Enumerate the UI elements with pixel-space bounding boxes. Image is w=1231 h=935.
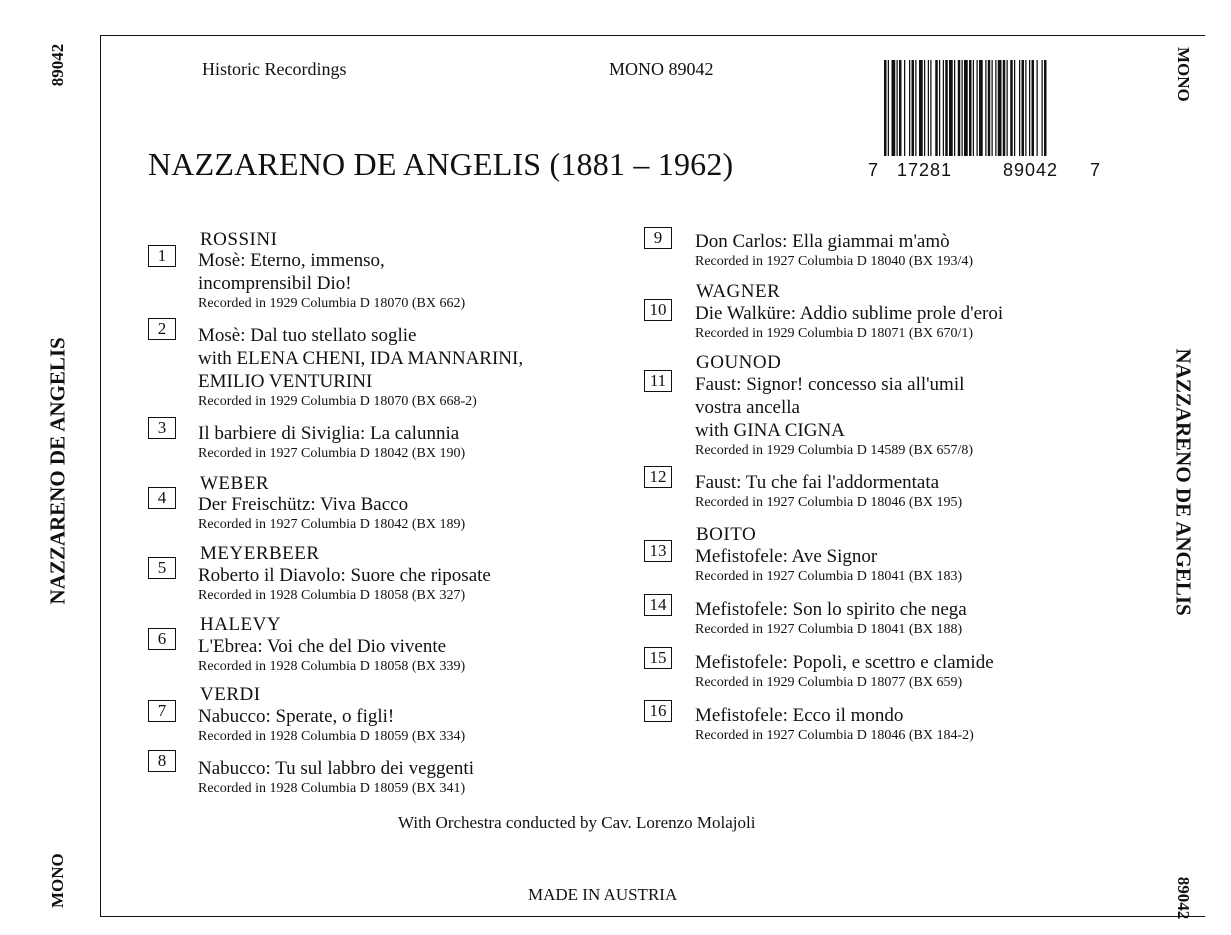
barcode-bar: [962, 60, 963, 156]
barcode-bar: [915, 60, 916, 156]
track-title-line: Mefistofele: Son lo spirito che nega: [695, 599, 967, 620]
track-title-line: Roberto il Diavolo: Suore che riposate: [198, 565, 491, 586]
barcode-bar: [1007, 60, 1008, 156]
track-number: 3: [148, 417, 176, 439]
barcode-bar: [912, 60, 915, 156]
barcode-bar: [935, 60, 938, 156]
track-title-line: Nabucco: Sperate, o figli!: [198, 706, 395, 727]
track-number: 16: [644, 700, 672, 722]
catalog-number: MONO 89042: [609, 59, 714, 79]
track-title-line: L'Ebrea: Voi che del Dio vivente: [198, 636, 447, 657]
track-title-line: Faust: Signor! concesso sia all'umil: [695, 374, 965, 395]
recording-info: Recorded in 1928 Columbia D 18059 (BX 334): [198, 729, 466, 744]
track-number: 6: [148, 628, 176, 650]
label-name: Historic Recordings: [202, 59, 347, 79]
barcode-bar: [884, 60, 887, 156]
barcode-bar: [958, 60, 961, 156]
recording-info: Recorded in 1928 Columbia D 18058 (BX 339): [198, 659, 466, 674]
spine-right-mono: MONO: [1174, 47, 1193, 102]
recording-info: Recorded in 1929 Columbia D 18077 (BX 659): [695, 675, 963, 690]
track-info: [198, 705, 465, 745]
recording-info: Recorded in 1927 Columbia D 18040 (BX 193/4): [695, 254, 974, 269]
made-in: MADE IN AUSTRIA: [528, 885, 678, 904]
barcode-bar: [973, 60, 974, 156]
track-title-line: Nabucco: Tu sul labbro dei veggenti: [198, 758, 474, 779]
recording-info: Recorded in 1927 Columbia D 18042 (BX 189): [198, 517, 466, 532]
recording-info: Recorded in 1928 Columbia D 18058 (BX 327): [198, 588, 466, 603]
recording-info: Recorded in 1928 Columbia D 18059 (BX 341): [198, 781, 466, 796]
track-info: [695, 651, 994, 691]
barcode-bar: [1032, 60, 1035, 156]
barcode-bar: [892, 60, 896, 156]
composer-heading: ROSSINI: [200, 229, 278, 250]
track-info: [198, 324, 523, 410]
track-info: [198, 493, 465, 533]
composer-heading: BOITO: [696, 524, 757, 545]
album-title: NAZZARENO DE ANGELIS (1881 – 1962): [148, 146, 734, 182]
track-number: 9: [644, 227, 672, 249]
barcode-first-digit: 7: [868, 160, 880, 180]
track-title-line: Faust: Tu che fai l'addormentata: [695, 472, 940, 493]
track-title-line: Mosè: Dal tuo stellato soglie: [198, 325, 417, 346]
barcode-bar: [904, 60, 905, 156]
track-title-line: with ELENA CHENI, IDA MANNARINI,: [198, 348, 524, 369]
track-info: [198, 635, 465, 675]
spine-right-artist: NAZZARENO DE ANGELIS: [1171, 348, 1196, 616]
barcode-bar: [1037, 60, 1038, 156]
spine-left-artist: NAZZARENO DE ANGELIS: [45, 337, 70, 605]
track-info: [695, 471, 962, 511]
recording-info: Recorded in 1929 Columbia D 14589 (BX 657/8): [695, 443, 974, 458]
barcode-bar: [954, 60, 955, 156]
barcode-bar: [943, 60, 944, 156]
track-title-line: Die Walküre: Addio sublime prole d'eroi: [695, 303, 1004, 324]
track-number: 11: [644, 370, 672, 392]
track-info: [198, 757, 474, 797]
barcode-bar: [919, 60, 923, 156]
track-info: [695, 704, 974, 744]
barcode: [884, 60, 1098, 156]
frame-left-border: [100, 35, 101, 916]
barcode-bar: [924, 60, 925, 156]
recording-info: Recorded in 1929 Columbia D 18071 (BX 670/1): [695, 326, 974, 341]
barcode-group-2: 89042: [1003, 160, 1059, 180]
barcode-bar: [998, 60, 1002, 156]
track-number: 5: [148, 557, 176, 579]
barcode-bar: [977, 60, 978, 156]
recording-info: Recorded in 1927 Columbia D 18041 (BX 183): [695, 569, 963, 584]
track-number: 14: [644, 594, 672, 616]
track-number: 1: [148, 245, 176, 267]
track-title-line: with GINA CIGNA: [695, 420, 845, 441]
barcode-bar: [1010, 60, 1013, 156]
track-title-line: Mosè: Eterno, immenso,: [198, 250, 385, 271]
track-title-line: Don Carlos: Ella giammai m'amò: [695, 231, 950, 252]
track-number: 7: [148, 700, 176, 722]
recording-info: Recorded in 1929 Columbia D 18070 (BX 662): [198, 296, 466, 311]
track-number: 13: [644, 540, 672, 562]
barcode-group-1: 17281: [897, 160, 953, 180]
barcode-bar: [1019, 60, 1020, 156]
orchestra-credit: With Orchestra conducted by Cav. Lorenzo Molajoli: [398, 813, 756, 832]
composer-heading: VERDI: [200, 684, 261, 705]
track-info: [695, 373, 973, 459]
barcode-bar: [969, 60, 972, 156]
track-info: [198, 564, 491, 604]
barcode-bar: [992, 60, 993, 156]
track-title-line: Mefistofele: Popoli, e scettro e clamide: [695, 652, 994, 673]
barcode-bar: [909, 60, 910, 156]
track-info: [198, 422, 465, 462]
recording-info: Recorded in 1929 Columbia D 18070 (BX 668-2): [198, 394, 477, 409]
track-info: [695, 598, 967, 638]
barcode-bar: [1042, 60, 1043, 156]
barcode-bar: [945, 60, 948, 156]
track-number: 4: [148, 487, 176, 509]
barcode-bar: [988, 60, 991, 156]
track-title-line: Der Freischütz: Viva Bacco: [198, 494, 409, 515]
track-info: [695, 302, 1003, 342]
spine-right-catalog: 89042: [1174, 876, 1193, 920]
track-title-line: Il barbiere di Siviglia: La calunnia: [198, 423, 460, 444]
recording-info: Recorded in 1927 Columbia D 18046 (BX 195): [695, 495, 963, 510]
barcode-bar: [928, 60, 929, 156]
recording-info: Recorded in 1927 Columbia D 18046 (BX 184-2): [695, 728, 974, 743]
barcode-bar: [899, 60, 902, 156]
barcode-bars: [884, 60, 1098, 156]
barcode-bar: [1014, 60, 1015, 156]
barcode-bar: [1029, 60, 1030, 156]
barcode-bar: [949, 60, 953, 156]
recording-info: Recorded in 1927 Columbia D 18041 (BX 188): [695, 622, 963, 637]
barcode-bar: [1044, 60, 1047, 156]
track-number: 2: [148, 318, 176, 340]
composer-heading: WEBER: [200, 473, 269, 494]
barcode-bar: [888, 60, 889, 156]
barcode-bar: [964, 60, 968, 156]
track-info: [695, 545, 962, 585]
composer-heading: WAGNER: [696, 281, 781, 302]
track-title-line: Mefistofele: Ecco il mondo: [695, 705, 904, 726]
track-title-line: Mefistofele: Ave Signor: [695, 546, 878, 567]
track-number: 10: [644, 299, 672, 321]
track-title-line: vostra ancella: [695, 397, 800, 418]
barcode-bar: [1003, 60, 1006, 156]
barcode-bar: [1022, 60, 1025, 156]
composer-heading: GOUNOD: [696, 352, 782, 373]
track-number: 15: [644, 647, 672, 669]
composer-heading: HALEVY: [200, 614, 282, 635]
spine-left-catalog: 89042: [48, 43, 67, 87]
barcode-bar: [979, 60, 983, 156]
barcode-last-digit: 7: [1090, 160, 1102, 180]
barcode-bar: [897, 60, 898, 156]
barcode-bar: [1025, 60, 1026, 156]
barcode-bar: [939, 60, 940, 156]
track-info: [198, 249, 465, 312]
barcode-bar: [985, 60, 986, 156]
track-info: [695, 230, 973, 270]
track-title-line: incomprensibil Dio!: [198, 273, 352, 294]
recording-info: Recorded in 1927 Columbia D 18042 (BX 190): [198, 446, 466, 461]
track-number: 8: [148, 750, 176, 772]
spine-left-mono: MONO: [48, 853, 67, 908]
barcode-bar: [930, 60, 931, 156]
track-number: 12: [644, 466, 672, 488]
track-title-line: EMILIO VENTURINI: [198, 371, 373, 392]
composer-heading: MEYERBEER: [200, 543, 320, 564]
barcode-bar: [995, 60, 996, 156]
